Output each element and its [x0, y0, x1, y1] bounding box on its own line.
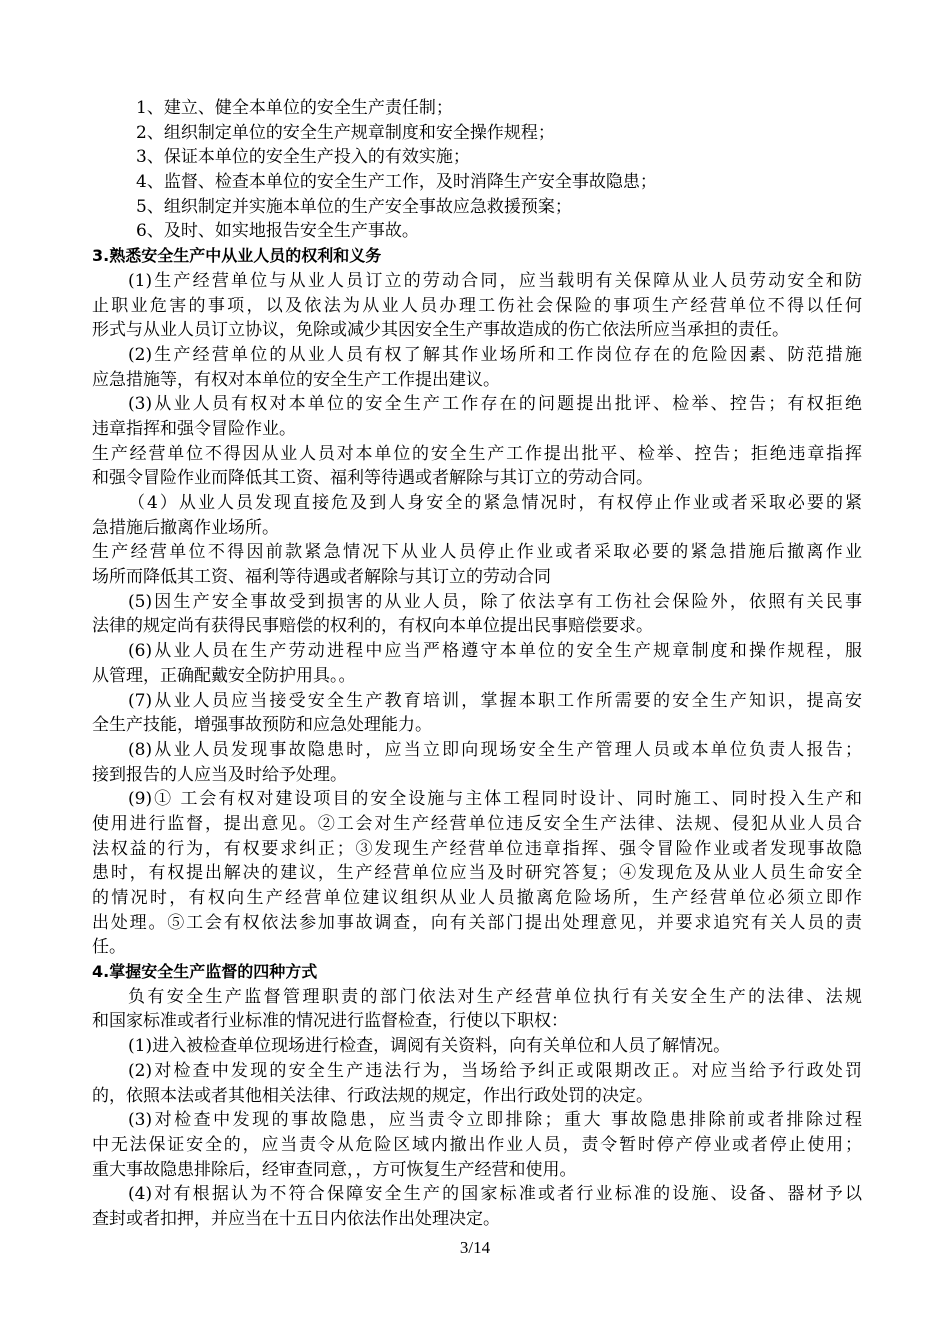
duty-item: 3、保证本单位的安全生产投入的有效实施； — [136, 147, 470, 168]
paragraph-line: 接到报告的人应当及时给予处理。 — [92, 764, 347, 785]
page-number: 3/14 — [459, 1238, 491, 1257]
paragraph-line: (4)对有根据认为不符合保障安全生产的国家标准或者行业标准的设施、设备、器材予以 — [128, 1184, 862, 1205]
paragraph-line: 查封或者扣押，并应当在十五日内依法作出处理决定。 — [92, 1208, 500, 1229]
paragraph-line: 急措施后撤离作业场所。 — [92, 517, 279, 538]
paragraph-line: (3)从业人员有权对本单位的安全生产工作存在的问题提出批评、检举、控告；有权拒绝 — [128, 394, 862, 415]
paragraph-line: 患时，有权提出解决的建议，生产经营单位应当及时研究答复；④发现危及从业人员生命安全 — [92, 863, 862, 884]
paragraph-line: 法律的规定尚有获得民事赔偿的权利的，有权向本单位提出民事赔偿要求。 — [92, 616, 653, 637]
paragraph-line: 和强令冒险作业而降低其工资、福利等待遇或者解除与其订立的劳动合同。 — [92, 468, 653, 489]
paragraph-line: 生产经营单位不得因从业人员对本单位的安全生产工作提出批平、检举、控告；拒绝违章指挥 — [92, 443, 862, 464]
paragraph-line: (7)从业人员应当接受安全生产教育培训，掌握本职工作所需要的安全生产知识，提高安 — [128, 690, 862, 711]
paragraph-line: 负有安全生产监督管理职责的部门依法对生产经营单位执行有关安全生产的法律、法规 — [128, 986, 862, 1007]
paragraph-line: 场所而降低其工资、福利等待遇或者解除与其订立的劳动合同 — [92, 567, 551, 588]
paragraph-line: 和国家标准或者行业标准的情况进行监督检查，行使以下职权： — [92, 1011, 568, 1032]
paragraph-line: 形式与从业人员订立协议，免除或减少其因安全生产事故造成的伤亡依法所应当承担的责任。 — [92, 320, 789, 341]
duty-item: 2、组织制定单位的安全生产规章制度和安全操作规程； — [136, 122, 555, 143]
paragraph-line: 使用进行监督，提出意见。②工会对生产经营单位违反安全生产法律、法规、侵犯从业人员合 — [92, 813, 862, 834]
paragraph-line: (3)对检查中发现的事故隐患，应当责令立即排除；重大 事故隐患排除前或者排除过程 — [128, 1110, 862, 1131]
duty-item: 1、建立、健全本单位的安全生产责任制； — [136, 98, 453, 118]
paragraph-line: 应急措施等，有权对本单位的安全生产工作提出建议。 — [92, 369, 500, 390]
paragraph-line: 出处理。⑤工会有权依法参加事故调查，向有关部门提出处理意见，并要求追究有关人员的责 — [92, 912, 862, 933]
paragraph-line: 全生产技能，增强事故预防和应急处理能力。 — [92, 715, 432, 736]
paragraph-line: 止职业危害的事项，以及依法为从业人员办理工伤社会保险的事项生产经营单位不得以任何 — [92, 295, 862, 316]
section-heading: 3.熟悉安全生产中从业人员的权利和义务 — [92, 246, 382, 266]
duty-item: 6、及时、如实地报告安全生产事故。 — [136, 221, 419, 242]
paragraph-line: (6)从业人员在生产劳动进程中应当严格遵守本单位的安全生产规章制度和操作规程，服 — [128, 641, 862, 662]
paragraph-line: 从管理，正确配戴安全防护用具。。 — [92, 665, 356, 686]
paragraph-line: 重大事故隐患排除后，经审查同意，，方可恢复生产经营和使用。 — [92, 1159, 577, 1180]
paragraph-line: (8)从业人员发现事故隐患时，应当立即向现场安全生产管理人员或本单位负责人报告； — [128, 739, 862, 760]
paragraph-line: (1)生产经营单位与从业人员订立的劳动合同，应当载明有关保障从业人员劳动安全和防 — [128, 270, 862, 291]
duty-item: 5、组织制定并实施本单位的生产安全事故应急救援预案； — [136, 196, 572, 217]
paragraph-line: 的情况时，有权向生产经营单位建议组织从业人员撤离危险场所，生产经营单位必须立即作 — [92, 888, 862, 908]
paragraph-line: 中无法保证安全的，应当责令从危险区域内撤出作业人员，责令暂时停产停业或者停止使用； — [92, 1134, 862, 1155]
paragraph-line: 法权益的行为，有权要求纠正；③发现生产经营单位违章指挥、强令冒险作业或者发现事故隐 — [92, 838, 862, 859]
paragraph-line: （4）从业人员发现直接危及到人身安全的紧急情况时，有权停止作业或者采取必要的紧 — [128, 493, 862, 513]
paragraph-line: (9)① 工会有权对建设项目的安全设施与主体工程同时设计、同时施工、同时投入生产和 — [128, 789, 862, 810]
paragraph-line: 生产经营单位不得因前款紧急情况下从业人员停止作业或者采取必要的紧急措施后撤离作业 — [92, 542, 862, 563]
paragraph-line: (1)进入被检查单位现场进行检查，调阅有关资料，向有关单位和人员了解情况。 — [128, 1036, 731, 1057]
paragraph-line: (2)生产经营单位的从业人员有权了解其作业场所和工作岗位存在的危险因素、防范措施 — [128, 344, 862, 365]
paragraph-line: (2)对检查中发现的安全生产违法行为，当场给予纠正或限期改正。对应当给予行政处罚 — [128, 1060, 862, 1081]
paragraph-line: 任。 — [92, 937, 126, 958]
paragraph-line: 违章指挥和强令冒险作业。 — [92, 418, 296, 439]
paragraph-line: (5)因生产安全事故受到损害的从业人员，除了依法享有工伤社会保险外，依照有关民事 — [128, 591, 862, 612]
duty-item: 4、监督、检查本单位的安全生产工作，及时消降生产安全事故隐患； — [136, 172, 657, 193]
paragraph-line: 的，依照本法或者其他相关法律、行政法规的规定，作出行政处罚的决定。 — [92, 1085, 653, 1106]
section-heading: 4.掌握安全生产监督的四种方式 — [92, 962, 318, 982]
document-body — [92, 96, 862, 1232]
